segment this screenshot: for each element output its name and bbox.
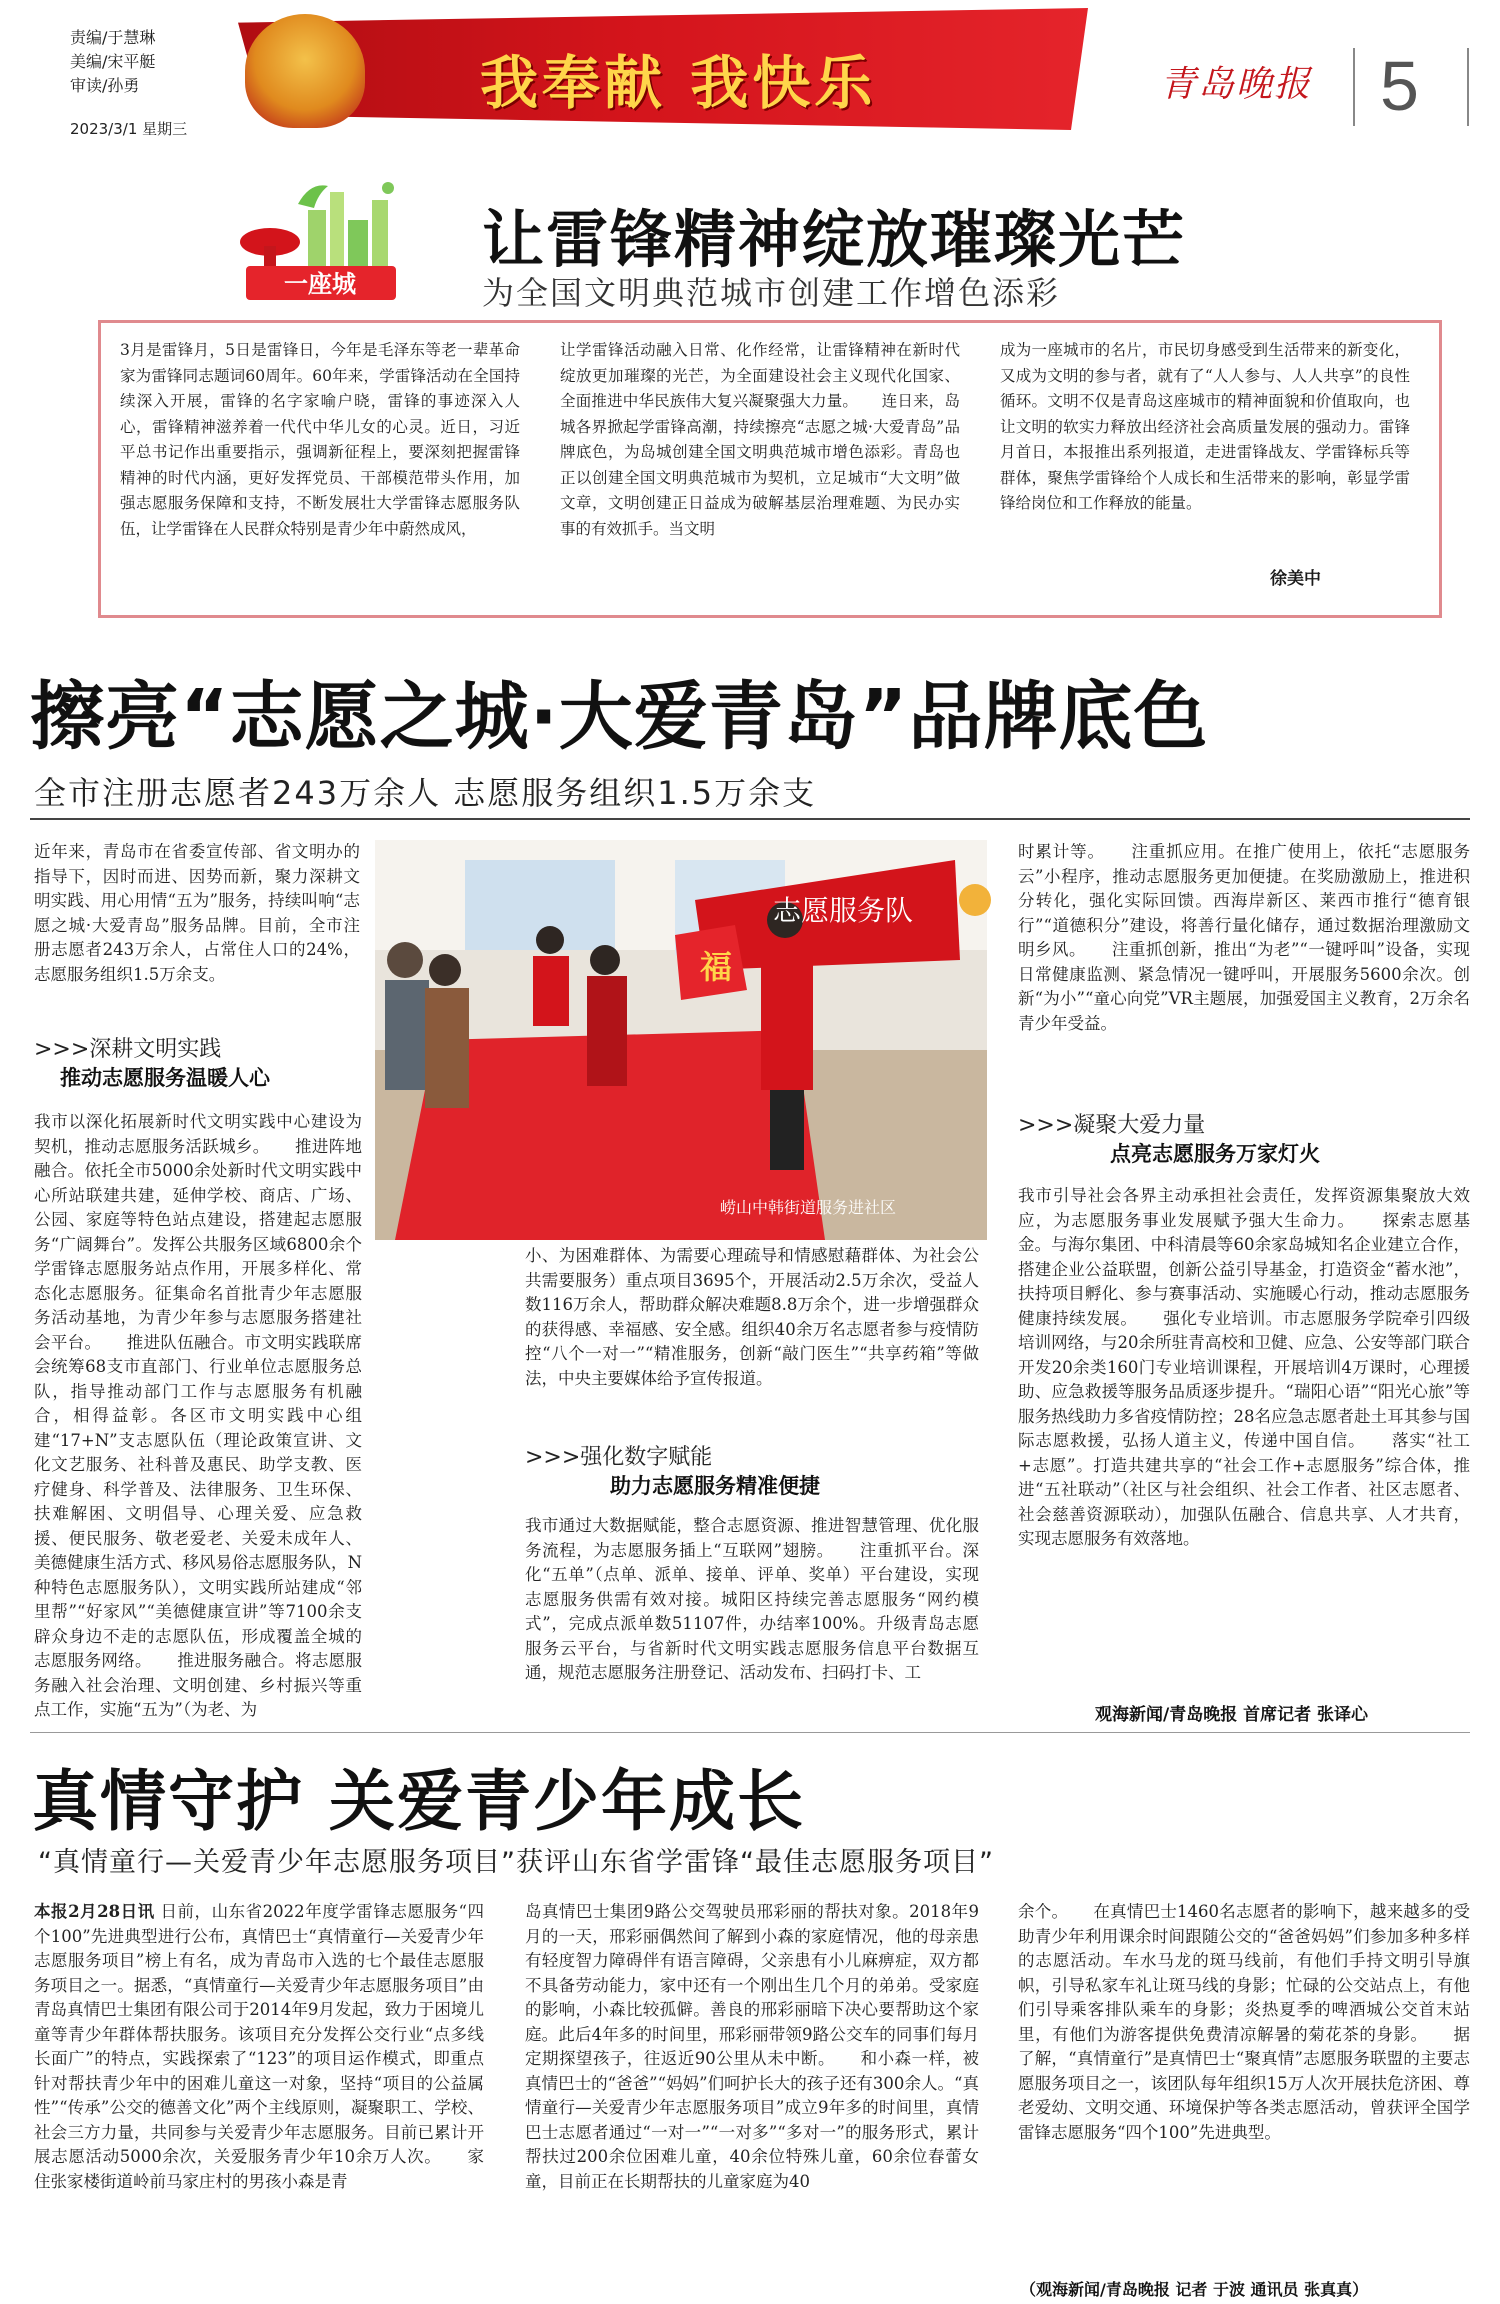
story1-headline: 让雷锋精神绽放璀璨光芒 (482, 203, 1187, 276)
section2-kicker: >>>强化数字赋能 (525, 1445, 713, 1470)
editor-credits (70, 26, 155, 98)
city-skyline-logo (238, 170, 458, 306)
page-number: 5 (1380, 47, 1419, 125)
story2-right-top: 时累计等。 注重抓应用。在推广使用上，依托“志愿服务云”小程序，推动志愿服务更加便捷。在奖励激励上，推进积分转化，强化实际回馈。西海岸新区、莱西市推行“德育银行”“道德积分”建设，将善行量化储存，通过数据治理激励文明乡风。 注重抓创新，推出“为老”“一键呼叫”设备，实现日常健康监测、紧急情况一键呼叫，开展服务5600余次。创新“为小”“童心向党”VR主题展，加强爱国主义教育，2万余名青少年受益。 (1018, 842, 1470, 1033)
section2-title: 助力志愿服务精准便捷 (610, 1474, 820, 1498)
volunteer-photo (375, 840, 987, 1240)
page-divider-right (1467, 48, 1469, 126)
story3-column-3: 余个。 在真情巴士1460名志愿者的影响下，越来越多的受助青少年利用课余时间跟随公交的“爸爸妈妈”们参加多种多样的志愿活动。车水马龙的斑马线前，有他们手持文明引导旗帜，引导私家车礼让斑马线的身影；忙碌的公交站点上，有他们引导乘客排队乘车的身影；炎热夏季的啤酒城公交首末站里，有他们为游客提供免费清凉解暑的菊花茶的身影。 据了解，“真情童行”是真情巴士“聚真情”志愿服务联盟的主要志愿服务项目之一，该团队每年组织15万人次开展扶危济困、尊老爱幼、文明交通、环境保护等各类志愿活动，曾获评全国学雷锋志愿服务“四个100”先进典型。 (1018, 1902, 1470, 2142)
story1-subheadline: 为全国文明典范城市创建工作增色添彩 (482, 274, 1061, 312)
story1-column-3: 成为一座城市的名片，市民切身感受到生活带来的新变化，又成为文明的参与者，就有了“人人参与、人人共享”的良性循环。文明不仅是青岛这座城市的精神面貌和价值取向，也让文明的软实力释放出经济社会高质量发展的强动力。雷锋月首日，本报推出系列报道，走进雷锋战友、学雷锋标兵等群体，聚焦学雷锋给个人成长和生活带来的影响，彰显学雷锋给岗位和工作释放的能量。 (1000, 341, 1410, 512)
photo-fu-character: 福 (700, 948, 733, 986)
story3-column-1-text: 日前，山东省2022年度学雷锋志愿服务“四个100”先进典型进行公布，真情巴士“真情童行—关爱青少年志愿服务项目”榜上有名，成为青岛市入选的七个最佳志愿服务项目之一。据悉，“真情童行—关爱青少年志愿服务项目”由青岛真情巴士集团有限公司于2014年9月发起，致力于困境儿童等青少年群体帮扶服务。该项目充分发挥公交行业“点多线长面广”的特点，实践探索了“123”的项目运作模式，即重点针对帮扶青少年中的困难儿童这一对象，坚持“项目的公益属性”“传承”公交的德善文化”两个主线原则，凝聚职工、学校、社会三方力量，共同参与关爱青少年志愿服务。目前已累计开展志愿活动5000余次，关爱服务青少年10余万人次。 家住张家楼街道岭前马家庄村的男孩小森是青 (34, 1902, 484, 2191)
story1-column-2: 让学雷锋活动融入日常、化作经常，让雷锋精神在新时代绽放更加璀璨的光芒，为全面建设社会主义现代化国家、全面推进中华民族伟大复兴凝聚强大力量。 连日来，岛城各界掀起学雷锋高潮，持续擦亮“志愿之城·大爱青岛”品牌底色，为岛城创建全国文明典范城市增色添彩。青岛也正以创建全国文明典范城市为契机，立足城市“大文明”做文章，文明创建正日益成为破解基层治理难题、为民办实事的有效抓手。当文明 (560, 341, 960, 538)
city-logo-text: 一座城 (284, 270, 356, 298)
page-divider (1353, 48, 1355, 126)
story3-column-2: 岛真情巴士集团9路公交驾驶员邢彩丽的帮扶对象。2018年9月的一天，邢彩丽偶然间了解到小森的家庭情况，他的母亲患有轻度智力障碍伴有语言障碍，父亲患有小儿麻痹症，双方都不具备劳动能力，家中还有一个刚出生几个月的弟弟。受家庭的影响，小森比较孤僻。善良的邢彩丽暗下决心要帮助这个家庭。此后4年多的时间里，邢彩丽带领9路公交车的同事们每月定期探望孩子，往返近90公里从未中断。 和小森一样，被真情巴士的“爸爸”“妈妈”们呵护长大的孩子还有300余人。“真情童行—关爱青少年志愿服务项目”成立9年多的时间里，真情巴士志愿者通过“一对一”“一对多”“多对一”的服务形式，累计帮扶过200余位困难儿童，40余位特殊儿童，60余位春蕾女童，目前正在长期帮扶的儿童家庭为40 (525, 1902, 979, 2191)
story3-byline: （观海新闻/青岛晚报 记者 于波 通讯员 张真真） (1020, 2280, 1369, 2299)
credit-editor: 责编/于慧琳 (70, 28, 156, 47)
story3-headline: 真情守护 关爱青少年成长 (32, 1763, 805, 1840)
story3-rule (30, 1732, 1470, 1733)
section2-body: 我市通过大数据赋能，整合志愿资源、推进智慧管理、优化服务流程，为志愿服务插上“互联网”翅膀。 注重抓平台。深化“五单”（点单、派单、接单、评单、奖单）平台建设，实现志愿服务供需有效对接。城阳区持续完善志愿服务“网约模式”，完成点派单数51107件，办结率100%。升级青岛志愿服务云平台，与省新时代文明实践志愿服务信息平台数据互通，规范志愿服务注册登记、活动发布、扫码打卡、工 (525, 1516, 979, 1682)
story3-dateline: 本报2月28日讯 (34, 1902, 155, 1921)
section3-title: 点亮志愿服务万家灯火 (1110, 1142, 1320, 1166)
banner-slogan: 我奉献 我快乐 (480, 49, 877, 117)
story2-headline: 擦亮“志愿之城·大爱青岛”品牌底色 (30, 674, 1209, 760)
issue-date: 2023/3/1 星期三 (70, 120, 188, 138)
section1-body: 我市以深化拓展新时代文明实践中心建设为契机，推动志愿服务活跃城乡。 推进阵地融合。依托全市5000余处新时代文明实践中心所站联建共建，延伸学校、商店、广场、公园、家庭等特色站点建设，搭建起志愿服务“广阔舞台”。发挥公共服务区域6800余个学雷锋志愿服务站点作用，开展多样化、常态化志愿服务。征集命名首批青少年志愿服务活动基地，为青少年参与志愿服务搭建社会平台。 推进队伍融合。市文明实践联席会统筹68支市直部门、行业单位志愿服务总队，指导推动部门工作与志愿服务有机融合，相得益彰。各区市文明实践中心组建“17+N”支志愿队伍（理论政策宣讲、文化文艺服务、社科普及惠民、助学支教、医疗健身、科学普及、法律服务、卫生环保、扶难解困、文明倡导、心理关爱、应急救援、便民服务、敬老爱老、关爱未成年人、美德健康生活方式、移风易俗志愿服务队，N种特色志愿服务队），文明实践所站建成“邻里帮”“好家风”“美德健康宣讲”等7100余支辟众身边不走的志愿队伍，形成覆盖全城的志愿服务网络。 推进服务融合。将志愿服务融入社会治理、文明创建、乡村振兴等重点工作，实施“五为”（为老、为 (34, 1112, 362, 1719)
newspaper-brand: 青岛晚报 (1160, 64, 1313, 105)
photo-caption: 崂山中韩街道服务进社区 (720, 1198, 897, 1217)
story1-byline: 徐美中 (1270, 569, 1321, 589)
credit-designer: 美编/宋平艇 (70, 52, 156, 71)
story2-byline: 观海新闻/青岛晚报 首席记者 张译心 (1095, 1705, 1369, 1725)
story2-intro: 近年来，青岛市在省委宣传部、省文明办的指导下，因时而进、因势而新，聚力深耕文明实践、用心用情“五为”服务，持续叫响“志愿之城·大爱青岛”服务品牌。目前，全市注册志愿者243万余人，占常住人口的24%，志愿服务组织1.5万余支。 (34, 842, 360, 984)
story3-column-1 (34, 1900, 484, 2272)
photo-banner-text: 志愿服务队 (773, 894, 914, 927)
credit-reviewer: 审读/孙勇 (70, 76, 140, 95)
section3-kicker: >>>凝聚大爱力量 (1018, 1113, 1206, 1138)
lei-feng-portrait-icon (245, 14, 365, 128)
story1-column-1: 3月是雷锋月，5日是雷锋日，今年是毛泽东等老一辈革命家为雷锋同志题词60周年。60年来，学雷锋活动在全国持续深入开展，雷锋的名字家喻户晓，雷锋的事迹深入人心，雷锋精神滋养着一代代中华儿女的心灵。近日，习近平总书记作出重要指示，强调新征程上，要深刻把握雷锋精神的时代内涵，更好发挥党员、干部模范带头作用，加强志愿服务保障和支持，不断发展壮大学雷锋志愿服务队伍，让学雷锋在人民群众特别是青少年中蔚然成风， (120, 341, 520, 538)
section3-body: 我市引导社会各界主动承担社会责任，发挥资源集聚放大效应，为志愿服务事业发展赋予强大生命力。 探索志愿基金。与海尔集团、中科清晨等60余家岛城知名企业建立合作，搭建企业公益联盟，创新公益引导基金，打造资金“蓄水池”，扶持项目孵化、参与赛事活动、实施暖心行动，推动志愿服务健康持续发展。 强化专业培训。市志愿服务学院牵引四级培训网络，与20余所驻青高校和卫健、应急、公安等部门联合开发20余类160门专业培训课程，开展培训4万课时，心理援助、应急救援等服务品质逐步提升。“瑞阳心语”“阳光心旅”等服务热线助力多省疫情防控；28名应急志愿者赴土耳其参与国际志愿救援，弘扬人道主义，传递中国自信。 落实“社工+志愿”。打造共建共享的“社会工作+志愿服务”综合体，推进“五社联动”（社区与社会组织、社会工作者、社区志愿者、社会慈善资源联动），加强队伍融合、信息共享、人才共育，实现志愿服务有效落地。 (1018, 1186, 1470, 1548)
section1-title: 推动志愿服务温暖人心 (60, 1066, 270, 1090)
section-rule (30, 818, 1470, 820)
story2-subheadline: 全市注册志愿者243万余人 志愿服务组织1.5万余支 (34, 774, 817, 812)
story2-mid-body: 小、为困难群体、为需要心理疏导和情感慰藉群体、为社会公共需要服务）重点项目3695个，开展活动2.5万余次，受益人数116万余人，帮助群众解决难题8.8万余个，进一步增强群众的获得感、幸福感、安全感。组织40余万名志愿者参与疫情防控“八个一对一”“精准服务，创新“敲门医生”“共享药箱”等做法，中央主要媒体给予宣传报道。 (525, 1246, 979, 1388)
story3-subheadline: “真情童行—关爱青少年志愿服务项目”获评山东省学雷锋“最佳志愿服务项目” (38, 1847, 994, 1878)
section1-kicker: >>>深耕文明实践 (34, 1037, 222, 1062)
